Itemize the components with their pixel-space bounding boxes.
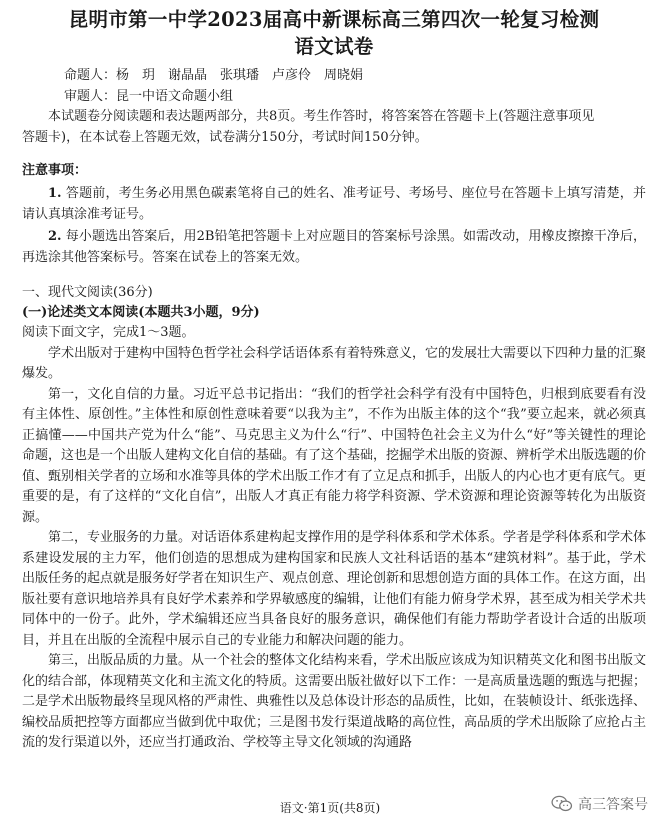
passage-paragraph: 第三，出版品质的力量。从一个社会的整体文化结构来看，学术出版应该成为知识精英文化和图书出版文化的结合部，体现精英文化和主流文化的特质。这需要出版社做好以下工作：一是高质量选题的甄选与把握；二是学术出版物最终呈现风格的严肃性、典雅性以及总体设计形态的品质性，比如，在装帧设计、纸张选择、编校品质把控等方面都应当做到优中取优；三是图书发行渠道战略的高位性，高品质的学术出版除了应抢占主流的发行渠道以外，还应当打通政治、学校等主导文化领域的沟通路 <box>22 653 647 750</box>
page-footer: 语文·第1页(共8页) <box>279 801 381 815</box>
watermark <box>547 793 652 815</box>
note-2 <box>22 227 646 268</box>
passage-paragraph: 学术出版对于建构中国特色哲学社会科学话语体系有着特殊意义，它的发展壮大需要以下四种力量的汇聚爆发。 <box>22 345 647 381</box>
passage-paragraph: 第一，文化自信的力量。习近平总书记指出：“我们的哲学社会科学有没有中国特色，归根到底要看有没有主体性、原创性。”主体性和原创性意味着要“以我为主”，不作为出版主体的这个“我”要立起来，就必须真正搞懂——中国共产党为什么“能”、马克思主义为什么“行”、中国特色社会主义为什么“好”等关键性的理论命题，这也是一个出版人建构文化自信的基础。有了这个基础，挖掘学术出版的资源、辨析学术出版选题的价值、甄别相关学者的立场和水准等具体的学术出版工作才有了立足点和抓手，出版人的内心也才更有底气。更重要的是，有了这样的“文化自信”，出版人才真正有能力将学科资源、学术资源和理论资源等转化为出版资源。 <box>22 386 647 525</box>
authors-line: 命题人：杨 玥 谢晶晶 张琪璠 卢彦伶 周晓娟 <box>64 68 364 83</box>
note-2-number: 2. <box>48 229 62 244</box>
passage-paragraph: 第二，专业服务的力量。对话语体系建构起支撑作用的是学科体系和学术体系。学者是学科体系和学术体系建设发展的主力军，他们创造的思想成为建构国家和民族人文社科话语的基本“建筑材料”。基于此，学术出版任务的起点就是服务好学者在知识生产、观点创意、理论创新和思想创造方面的具体工作。在这方面，出版社要有意识地培养具有良好学术素养和学界敏感度的编辑，让他们有能力俯身学术界，甚至成为相关学术共同体中的一份子。此外，学术编辑还应当具备良好的服务意识，确保他们有能力帮助学者设计合适的出版项目，并且在出版的全流程中展示自己的专业能力和解决问题的能力。 <box>22 530 647 648</box>
exam-meta <box>22 66 646 148</box>
section-heading: 一、现代文阅读(36分) <box>22 285 153 300</box>
note-1-number: 1. <box>48 186 62 201</box>
subsection-heading: (一)论述类文本阅读(本题共3小题，9分) <box>22 305 260 320</box>
exam-title-line1: 昆明市第一中学2023届高中新课标高三第四次一轮复习检测 <box>68 8 600 31</box>
notes-heading: 注意事项： <box>22 163 88 178</box>
intro-line-1: 本试题卷分阅读题和表达题两部分，共8页。考生作答时，将答案答在答题卡上(答题注意事项见 <box>48 109 595 124</box>
reviewers-line: 审题人：昆一中语文命题小组 <box>64 88 234 104</box>
intro-line-2: 答题卡)，在本试卷上答题无效，试卷满分150分，考试时间150分钟。 <box>22 129 428 145</box>
note-2-text: 每小题选出答案后，用2B铅笔把答题卡上对应题目的答案标号涂黑。如需改动，用橡皮擦擦干净后，再选涂其他答案标号。答案在试卷上的答案无效。 <box>22 229 646 265</box>
exam-title-line2: 语文试卷 <box>294 35 374 58</box>
note-1 <box>22 184 646 225</box>
note-1-text: 答题前，考生务必用黑色碳素笔将自己的姓名、准考证号、考场号、座位号在答题卡上填写清楚，并请认真填涂准考证号。 <box>22 186 646 222</box>
wechat-icon <box>551 795 573 813</box>
watermark-text: 高三答案号 <box>578 797 648 813</box>
reading-instruction: 阅读下面文字，完成1～3题。 <box>22 325 195 340</box>
